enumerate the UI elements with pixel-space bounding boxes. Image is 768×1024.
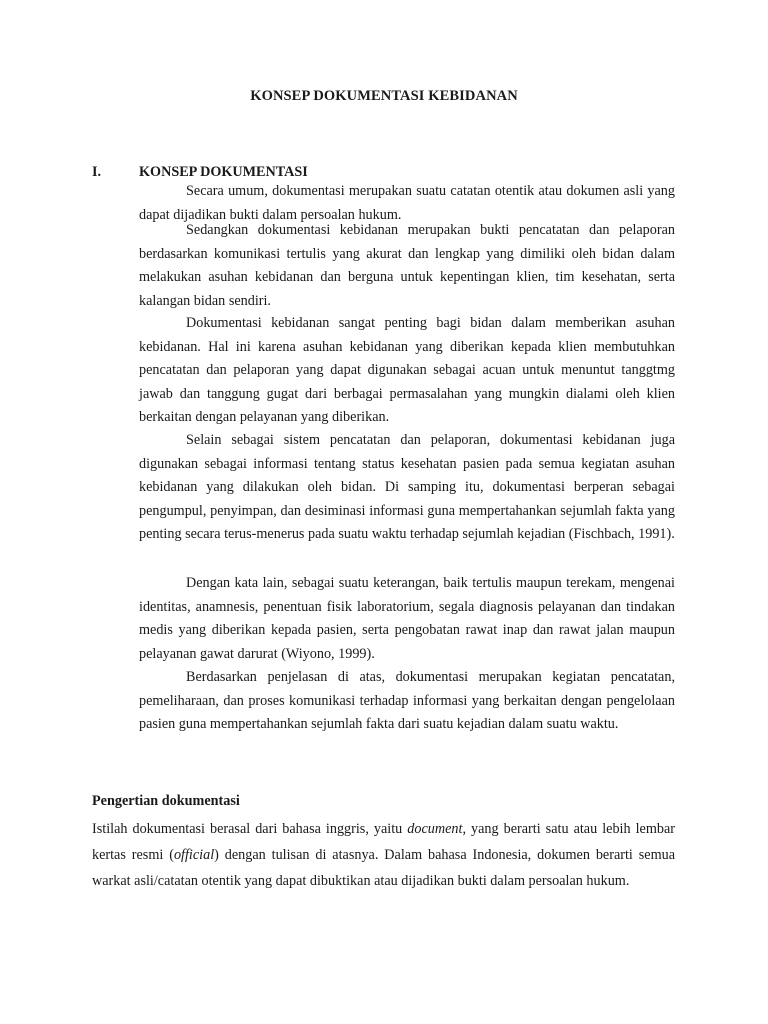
section-paragraph-2: Sedangkan dokumentasi kebidanan merupakan bukti pencatatan dan pelaporan berdasarkan komunikasi tertulis yang akurat dan lengkap yang dimiliki oleh bidan dalam melakukan asuhan kebidanan dan berguna untuk kepentingan klien, tim kesehatan, serta kalangan bidan sendiri. [139, 222, 675, 309]
document-title: KONSEP DOKUMENTASI KEBIDANAN [250, 88, 518, 104]
subsection-heading: Pengertian dokumentasi [92, 793, 240, 809]
term-official: official [173, 847, 215, 863]
subsection-paragraph: Istilah dokumentasi berasal dari bahasa inggris, yaitu document, yang berarti satu atau lebih lembar kertas resmi (official) dengan tulisan di atasnya. Dalam bahasa Indonesia, dokumen berarti semua warkat asli/catatan otentik yang dapat dibuktikan atau dijadikan bukti dalam persoalan hukum. [92, 821, 676, 889]
section-title: KONSEP DOKUMENTASI [139, 164, 308, 180]
section-paragraph-4: Selain sebagai sistem pencatatan dan pelaporan, dokumentasi kebidanan juga digunakan sebagai informasi tentang status kesehatan pasien pada semua kegiatan asuhan kebidanan yang dilakukan oleh bidan. Di samping itu, dokumentasi berperan sebagai pengumpul, penyimpan, dan desiminasi informasi guna mempertahankan sejumlah fakta yang penting secara terus-menerus pada suatu waktu terhadap sejumlah kejadian (Fischbach, 1991). [139, 432, 675, 542]
term-document: document [407, 821, 463, 837]
section-paragraph-3: Dokumentasi kebidanan sangat penting bagi bidan dalam memberikan asuhan kebidanan. Hal ini karena asuhan kebidanan yang diberikan kepada klien membutuhkan pencatatan dan pelaporan yang dapat digunakan sebagai acuan untuk menuntut tanggtmg jawab dan tanggung gugat dari berbagai permasalahan yang mungkin dialami oleh klien berkaitan dengan pelayanan yang diberikan. [139, 315, 675, 425]
section-paragraph-5: Dengan kata lain, sebagai suatu keterangan, baik tertulis maupun terekam, mengenai identitas, anamnesis, penentuan fisik laboratorium, segala diagnosis pelayanan dan tindakan medis yang diberikan kepada pasien, serta pengobatan rawat inap dan rawat jalan maupun pelayanan gawat darurat (Wiyono, 1999). [139, 575, 675, 662]
section-number: I. [92, 164, 102, 180]
section-paragraph-6: Berdasarkan penjelasan di atas, dokumentasi merupakan kegiatan pencatatan, pemeliharaan, dan proses komunikasi terhadap informasi yang berkaitan dengan pengelolaan pasien guna mempertahankan sejumlah fakta dari suatu kejadian dalam suatu waktu. [139, 669, 675, 732]
section-paragraph-1: Secara umum, dokumentasi merupakan suatu catatan otentik atau dokumen asli yang dapat dijadikan bukti dalam persoalan hukum. [139, 183, 675, 223]
